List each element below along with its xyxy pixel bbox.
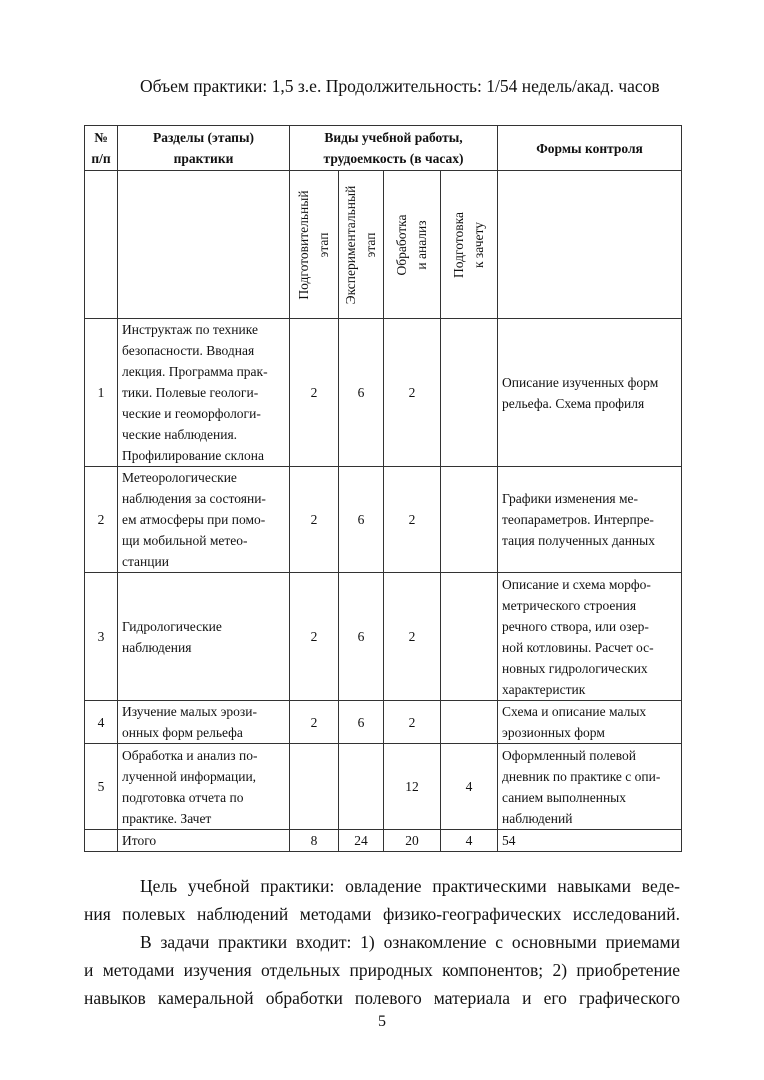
row-hours xyxy=(339,744,384,830)
header-sections: Разделы (этапы) практики xyxy=(118,126,290,171)
total-overall: 54 xyxy=(498,830,682,852)
header-control-forms: Формы контроля xyxy=(498,126,682,171)
row-hours: 2 xyxy=(384,701,441,744)
total-label: Итого xyxy=(118,830,290,852)
header-work-types: Виды учебной работы, трудоемкость (в часах) xyxy=(290,126,498,171)
paragraph-line: В задачи практики входит: 1) ознакомление с основными приемами xyxy=(140,932,680,952)
row-hours: 12 xyxy=(384,744,441,830)
row-section: Изучение малых эрози- онных форм рельефа xyxy=(118,701,290,744)
paragraph-line: Цель учебной практики: овладение практическими навыками веде- xyxy=(140,876,680,896)
row-section: Гидрологические наблюдения xyxy=(118,573,290,701)
table-row xyxy=(85,467,682,573)
empty-cell xyxy=(118,171,290,319)
row-num: 2 xyxy=(85,467,118,573)
header-num: № п/п xyxy=(85,126,118,171)
table-row xyxy=(85,573,682,701)
practice-structure-table xyxy=(84,125,682,852)
row-hours: 2 xyxy=(290,573,339,701)
row-section: Обработка и анализ по- лученной информации, подготовка отчета по практике. Зачет xyxy=(118,744,290,830)
subheader-label: Экспериментальный этап xyxy=(343,185,378,304)
table-row xyxy=(85,701,682,744)
row-control: Оформленный полевой дневник по практике с опи- санием выполненных наблюдений xyxy=(498,744,682,830)
subheader-label: Обработка и анализ xyxy=(394,213,429,276)
empty-cell xyxy=(85,830,118,852)
subheader-processing xyxy=(384,171,441,319)
paragraph-line: ния полевых наблюдений методами физико-географических исследований. xyxy=(84,904,680,924)
row-control: Описание и схема морфо- метрического строения речного створа, или озер- ной котловины. Расчет ос- новных гидрологических характеристик xyxy=(498,573,682,701)
subheader-preparatory xyxy=(290,171,339,319)
paragraph-line: навыков камеральной обработки полевого материала и его графического xyxy=(84,988,680,1008)
row-num: 1 xyxy=(85,319,118,467)
row-hours: 6 xyxy=(339,701,384,744)
row-control: Графики изменения ме- теопараметров. Интерпре- тация полученных данных xyxy=(498,467,682,573)
row-hours xyxy=(441,467,498,573)
row-control: Описание изученных форм рельефа. Схема профиля xyxy=(498,319,682,467)
subheader-experimental xyxy=(339,171,384,319)
row-hours xyxy=(441,319,498,467)
row-hours: 2 xyxy=(384,319,441,467)
row-section: Метеорологические наблюдения за состояни- ем атмосферы при помо- щи мобильной метео- станции xyxy=(118,467,290,573)
page-number: 5 xyxy=(378,1013,386,1030)
empty-cell xyxy=(498,171,682,319)
row-num: 5 xyxy=(85,744,118,830)
table-row xyxy=(85,319,682,467)
row-hours xyxy=(290,744,339,830)
row-hours: 6 xyxy=(339,319,384,467)
empty-cell xyxy=(85,171,118,319)
row-hours: 2 xyxy=(384,573,441,701)
row-control: Схема и описание малых эрозионных форм xyxy=(498,701,682,744)
subheader-exam-prep xyxy=(441,171,498,319)
row-hours: 4 xyxy=(441,744,498,830)
row-hours: 2 xyxy=(290,319,339,467)
row-num: 4 xyxy=(85,701,118,744)
table-row xyxy=(85,744,682,830)
row-hours: 2 xyxy=(290,467,339,573)
subheader-label: Подготовка к зачету xyxy=(451,211,487,278)
row-section: Инструктаж по технике безопасности. Вводная лекция. Программа прак- тики. Полевые геологи- ческие и геоморфологи- ческие наблюдения. Профилирование склона xyxy=(118,319,290,467)
row-hours: 6 xyxy=(339,573,384,701)
row-num: 3 xyxy=(85,573,118,701)
paragraph-line: и методами изучения отдельных природных компонентов; 2) приобретение xyxy=(84,960,680,980)
subheader-label: Подготовительный этап xyxy=(296,189,331,300)
total-hours: 24 xyxy=(339,830,384,852)
total-hours: 4 xyxy=(441,830,498,852)
row-hours xyxy=(441,573,498,701)
total-hours: 20 xyxy=(384,830,441,852)
row-hours xyxy=(441,701,498,744)
row-hours: 6 xyxy=(339,467,384,573)
row-hours: 2 xyxy=(384,467,441,573)
total-hours: 8 xyxy=(290,830,339,852)
practice-volume-line: Объем практики: 1,5 з.е. Продолжительность: 1/54 недель/акад. часов xyxy=(140,76,660,96)
row-hours: 2 xyxy=(290,701,339,744)
total-row xyxy=(85,830,682,852)
